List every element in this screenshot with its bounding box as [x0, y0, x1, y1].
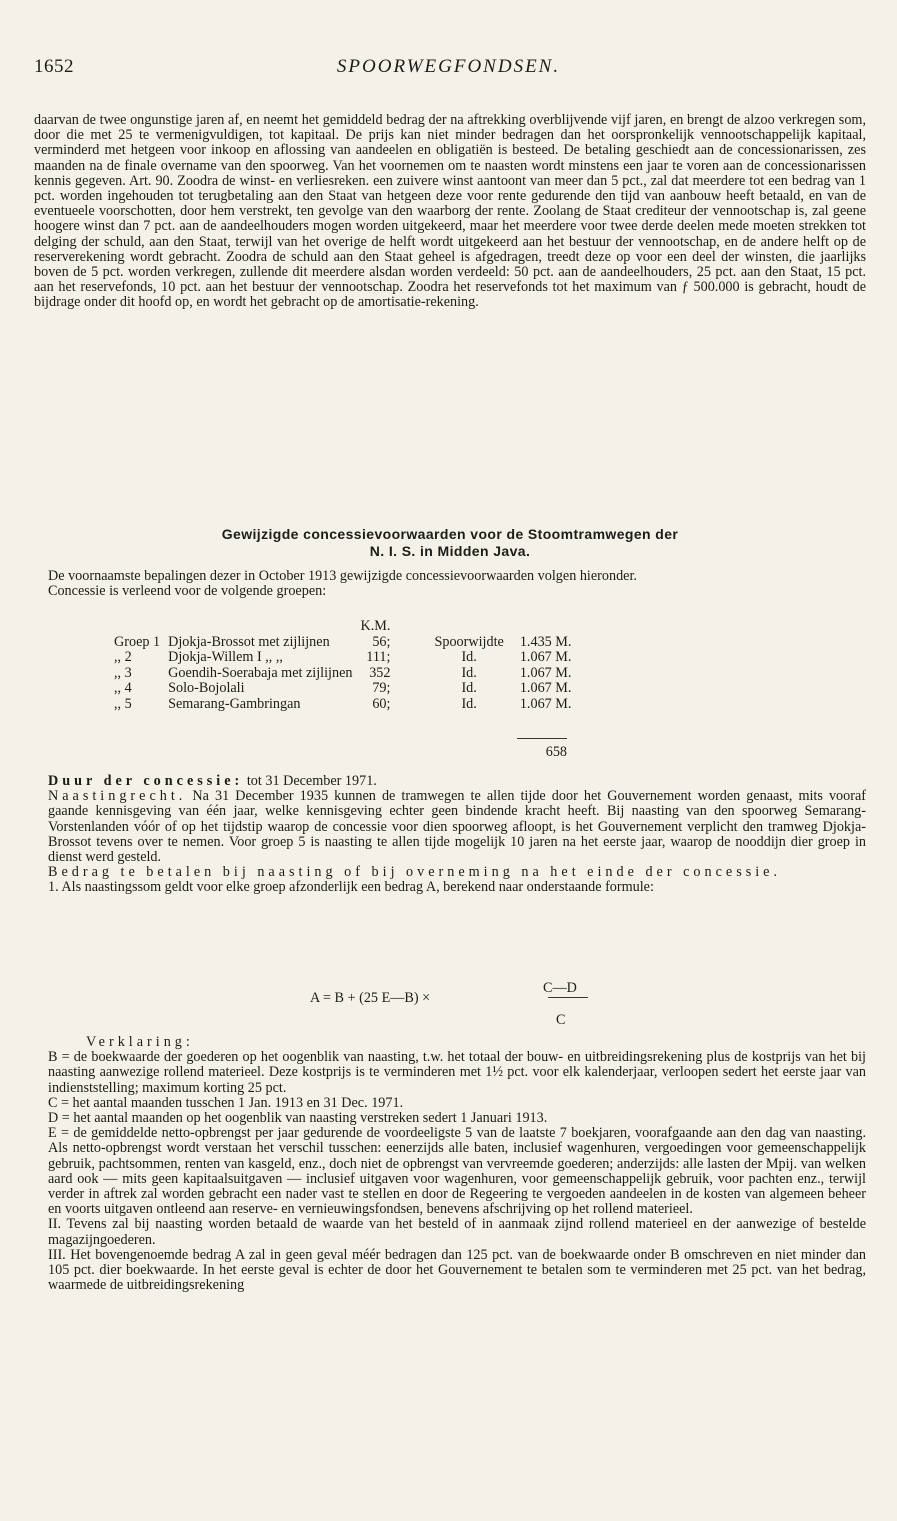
bedrag-point-1: 1. Als naastingssom geldt voor elke groep afzonderlijk een bedrag A, berekend naar onderstaande formule:: [48, 879, 654, 896]
groups-table: [110, 619, 575, 713]
page-number: 1652: [34, 56, 74, 77]
group-gauge-width: 1.067 M.: [519, 664, 572, 681]
group-km: 111;: [366, 649, 391, 666]
intro-paragraph: daarvan de twee ongunstige jaren af, en neemt het gemiddeld bedrag der na aftrekking overblijvende vijf jaren, en brengt de alzoo verkregen som, door die met 25 te vermenigvuldigen, tot kapitaal. De prijs kan niet minder bedragen dan het oorspronkelijk vennootschappelijk kapitaal, verminderd met hetgeen voor inkoop en aflossing van aandeelen en obligatiën is besteed. De betaling geschiedt aan de concessionarissen, zes maanden na de finale overname van den spoorweg. Van het voornemen om te naasten wordt minstens een jaar te voren aan de concessionarissen kennis gegeven. Art. 90. Zoodra de winst- en verliesreken. een zuivere winst aantoont van meer dan 5 pct., zal dat meerdere tot een bedrag van 1 pct. worden ingehouden tot terugbetaling aan den Staat van hetgeen deze voor rente gedurende den tijd van aanbouw heeft betaald, en van de eventueele voorschotten, door hem verstrekt, ten gevolge van den waarborg der rente. Zoolang de Staat crediteur der vennootschap is, zal geene hoogere winst dan 7 pct. aan de aandeelhouders mogen worden uitgekeerd, maar het meerdere voor twee derde deelen mede moeten strekken tot delging der schuld, aan den Staat, terwijl van het overige de helft wordt uitgekeerd aan het bestuur der vennootschap, en de andere helft op de reserverekening wordt gebracht. Zoodra de schuld aan den Staat geheel is afgedragen, treedt deze op voor een deel der winsten, die jaarlijks boven de 5 pct. worden verkregen, zullende dit meerdere alsdan worden verdeeld: 50 pct. aan de aandeelhouders, 25 pct. aan den Staat, 15 pct. aan het reservefonds, 10 pct. aan het bestuur der vennootschap. Zoodra het reservefonds tot het maximum van ƒ 500.000 is gebracht, houdt de bijdrage onder dit hoofd op, en wordt het gebracht op de amortisatie-rekening.: [34, 112, 866, 311]
group-gauge-label: Id.: [461, 680, 477, 697]
group-prefix: ,, 4: [114, 680, 132, 697]
section-title-line1: Gewijzigde concessievoorwaarden voor de Stoomtramwegen der: [221, 526, 679, 542]
group-km: 60;: [372, 695, 391, 712]
clause-iii: III. Het bovengenoemde bedrag A zal in geen geval méér bedragen dan 125 pct. van de boekwaarde onder B omschreven en niet minder dan 105 pct. dier boekwaarde. In het eerste geval is echter de door het Gouvernement te betalen som te verminderen met 25 pct. van het bedrag, waarmede de uitbreidingsrekening: [48, 1246, 866, 1294]
formula-numerator: C—D: [543, 980, 577, 996]
definition-b: B = de boekwaarde der goederen op het oogenblik van naasting, t.w. het totaal der bouw- en uitbreidingsrekening plus de kostprijs van het bij naasting aanwezige rollend materieel. Deze kostprijs is te verminderen met 1½ pct. voor elk kalenderjaar, verloopen sedert het eerste jaar van indienststelling; maximum korting 25 pct.: [48, 1049, 866, 1096]
duur-paragraph: [34, 774, 866, 789]
duur-label: Duur der concessie:: [48, 773, 244, 789]
section-title-line2: N. I. S. in Midden Java.: [369, 543, 531, 559]
duur-text: tot 31 December 1971.: [246, 773, 377, 789]
group-prefix: ,, 2: [114, 649, 132, 666]
group-prefix: ,, 5: [114, 695, 132, 712]
group-gauge-width: 1.067 M.: [519, 680, 572, 697]
section-title: [34, 526, 866, 560]
groups-table-header: [110, 619, 575, 635]
section-lead: [34, 569, 866, 599]
table-row: [110, 650, 575, 666]
formula-fraction-rule: [548, 997, 588, 998]
group-name: Solo-Bojolali: [168, 680, 245, 697]
table-row: [110, 697, 575, 713]
formula-lhs: A = B + (25 E—B) ×: [310, 990, 431, 1006]
total-rule: [517, 738, 567, 739]
km-header: K.M.: [360, 618, 391, 634]
group-gauge-label: Id.: [461, 649, 477, 666]
definition-d: D = het aantal maanden op het oogenblik van naasting verstreken sedert 1 Januari 1913.: [48, 1110, 548, 1127]
definition-e: E = de gemiddelde netto-opbrengst per jaar gedurende de voordeeligste 5 van de laatste 7 boekjaren, voorafgaande aan den dag van naasting. Als netto-opbrengst wordt verstaan het verschil tusschen: eenerzijds alle baten, inclusief wagenhuren, vergoedingen voor gemeenschappelijk gebruik, pachtsommen, renten van kasgeld, enz., doch niet de opbrengst van vervreemde goederen; anderzijds: alle lasten der Mpij. van welken aard ook — mits geen kapitaalsuitgaven — inclusief uitgaven voor wagenhuren, voor gemeenschappelijk gebruik, voor pachten enz., terwijl verder in aftrek zal worden gebracht een nader vast te stellen en door de Regeering te vergoeden aandeelen in de kosten van algemeen beheer en voorts uitgaven ontleend aan reserve- en vernieuwingsfondsen, benevens afschrijving op het rollend materieel.: [48, 1125, 866, 1218]
group-name: Goendih-Soerabaja met zijlijnen: [168, 664, 353, 681]
naasting-paragraph: [34, 789, 866, 865]
table-row: [110, 681, 575, 697]
group-prefix: ,, 3: [114, 664, 132, 681]
naasting-formula: [0, 980, 897, 1030]
group-gauge-width: 1.067 M.: [519, 695, 572, 712]
table-row: [110, 635, 575, 651]
group-name: Djokja-Brossot met zijlijnen: [168, 633, 330, 650]
terms-block: [34, 774, 866, 896]
running-title: SPOORWEGFONDSEN.: [336, 56, 561, 77]
verklaring-block: [34, 1035, 866, 1293]
clause-ii: II. Tevens zal bij naasting worden betaald de waarde van het besteld of in aanmaak zijnd rollend materieel en der aanwezige of bestelde magazijngoederen.: [48, 1216, 866, 1248]
group-gauge-label: Id.: [461, 664, 477, 681]
naasting-text: Na 31 December 1935 kunnen de tramwegen te allen tijde door het Gouvernement worden genaast, mits vooraf gaande kennisgeving van één jaar, welke kennisgeving echter geen bindende kracht heeft. Bij naasting van den spoorweg Semarang-Vorstenlanden vóór of op het tijdstip waarop de concessie voor dien spoorweg afloopt, is het Gouvernement verplicht den tramweg Djokja-Brossot tevens over te nemen. Voor groep 5 is naasting te allen tijde mogelijk 10 jaren na het eerste jaar, waarop de nooddijn dier groep in dienst werd gesteld.: [48, 788, 866, 866]
group-prefix: Groep 1: [114, 633, 161, 650]
page-header: [34, 56, 863, 86]
formula-denominator: C: [556, 1012, 566, 1028]
group-gauge-label: Spoorwijdte: [434, 633, 504, 650]
group-name: Semarang-Gambringan: [168, 695, 301, 712]
group-km: 79;: [372, 680, 391, 697]
definition-c: C = het aantal maanden tusschen 1 Jan. 1913 en 31 Dec. 1971.: [48, 1094, 404, 1111]
intro-paragraph-block: [34, 113, 866, 311]
verklaring-label: Verklaring:: [86, 1034, 194, 1050]
km-total: 658: [545, 744, 567, 760]
table-row: [110, 666, 575, 682]
group-gauge-label: Id.: [461, 695, 477, 712]
bedrag-heading: Bedrag te betalen bij naasting of bij overneming na het einde der concessie.: [48, 864, 782, 881]
group-gauge-width: 1.067 M.: [519, 649, 572, 666]
group-gauge-width: 1.435 M.: [519, 633, 572, 650]
group-name: Djokja-Willem I ,, ,,: [168, 649, 283, 666]
section-lead-2: Concessie is verleend voor de volgende groepen:: [48, 583, 327, 600]
group-km: 56;: [372, 633, 391, 650]
section-lead-1: De voornaamste bepalingen dezer in October 1913 gewijzigde concessievoorwaarden volgen hieronder.: [48, 568, 637, 584]
naasting-label: Naastingrecht.: [48, 788, 187, 805]
group-km: 352: [369, 664, 391, 681]
